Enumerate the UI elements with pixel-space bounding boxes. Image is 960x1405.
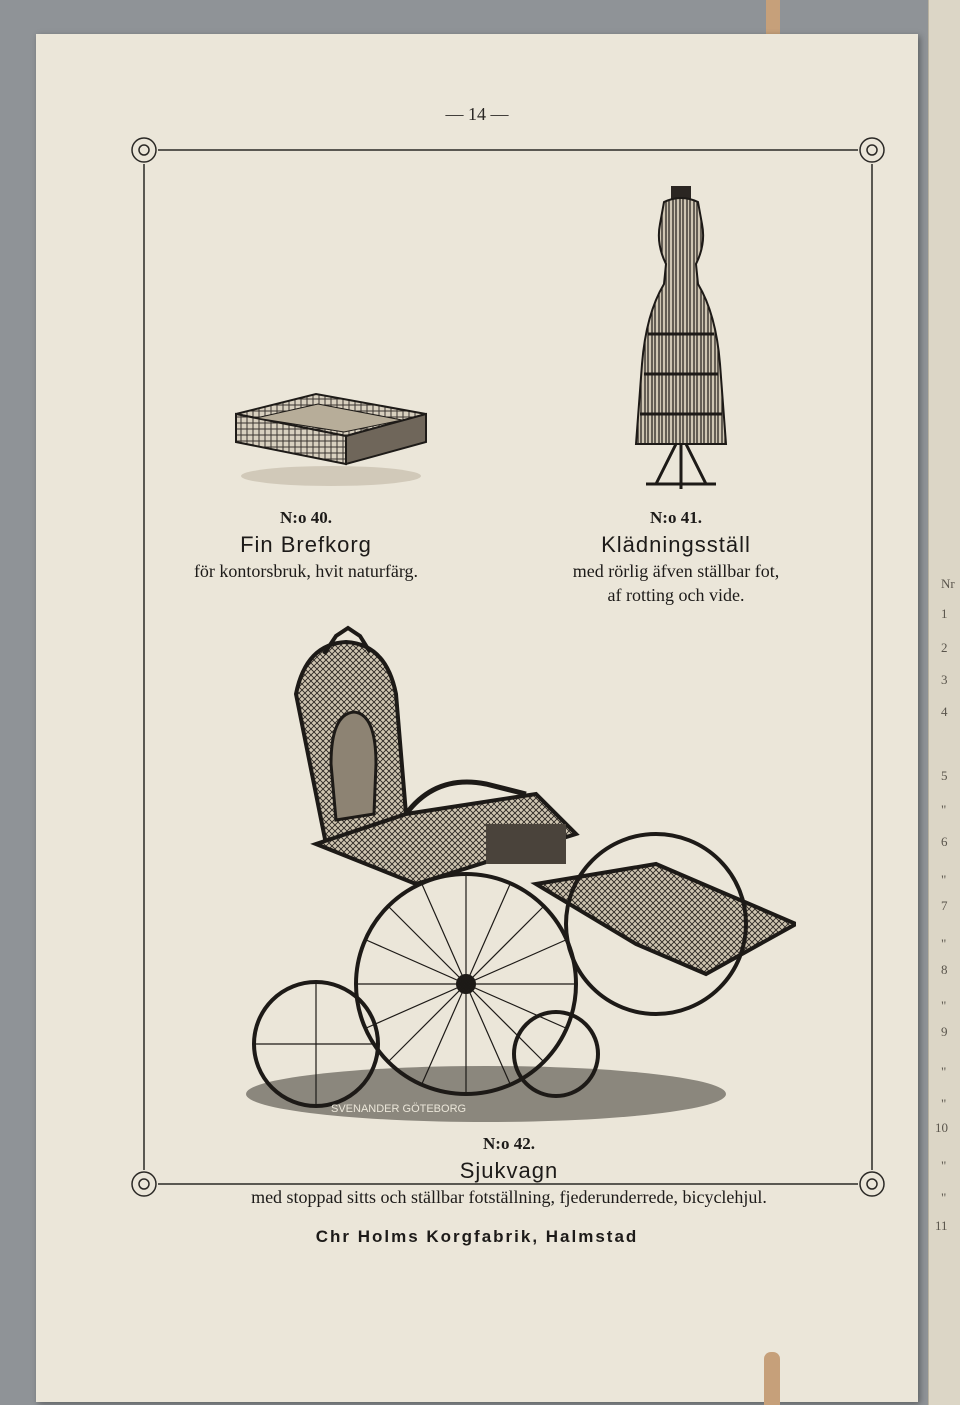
next-page-label-5: 5	[941, 768, 948, 783]
next-page-label-0: Nr	[941, 576, 955, 591]
wicker-letter-tray-icon	[226, 384, 436, 504]
product-40-description: för kontorsbruk, hvit naturfärg.	[193, 561, 419, 581]
product-40-caption	[166, 508, 446, 582]
next-page-label-14: "	[941, 1064, 947, 1079]
next-page-label-7: 6	[941, 834, 948, 849]
engraver-mark: SVENANDER GÖTEBORG	[331, 1103, 467, 1115]
product-41-title: Klädningsställ	[601, 532, 751, 557]
next-page-edge	[928, 0, 960, 1405]
product-40-number: N:o 40.	[280, 508, 332, 527]
catalog-page	[36, 34, 918, 1402]
product-41-description-2: af rotting och vide.	[607, 585, 745, 605]
next-page-label-12: "	[941, 998, 947, 1013]
next-page-label-17: "	[941, 1158, 947, 1173]
next-page-label-9: 7	[941, 898, 948, 913]
page-number: — 14 —	[445, 104, 509, 124]
next-page-label-10: "	[941, 936, 947, 951]
next-page-label-1: 1	[941, 606, 948, 621]
next-page-label-3: 3	[941, 672, 948, 687]
dress-form-icon	[616, 184, 746, 502]
product-41-description-1: med rörlig äfven ställbar fot,	[572, 561, 780, 581]
product-41-number: N:o 41.	[650, 508, 702, 527]
product-41-caption	[516, 508, 836, 606]
next-page-label-18: "	[941, 1190, 947, 1205]
next-page-label-13: 9	[941, 1024, 948, 1039]
wicker-wheelchair-icon	[236, 624, 796, 1134]
next-page-label-11: 8	[941, 962, 948, 977]
next-page-label-6: "	[941, 802, 947, 817]
next-page-label-15: "	[941, 1096, 947, 1111]
product-42-caption	[146, 1134, 872, 1208]
next-page-label-4: 4	[941, 704, 948, 719]
binding-tab-bottom	[764, 1352, 780, 1405]
product-42-title: Sjukvagn	[459, 1158, 559, 1183]
next-page-label-8: "	[941, 872, 947, 887]
next-page-label-16: 10	[935, 1120, 948, 1135]
product-40-title: Fin Brefkorg	[240, 532, 372, 557]
next-page-label-2: 2	[941, 640, 948, 655]
product-42-number: N:o 42.	[483, 1134, 535, 1153]
publisher-footer: Chr Holms Korgfabrik, Halmstad	[315, 1227, 639, 1246]
product-42-description: med stoppad sitts och ställbar fotställning, fjederunderrede, bicyclehjul.	[251, 1187, 767, 1207]
next-page-label-19: 11	[935, 1218, 948, 1233]
